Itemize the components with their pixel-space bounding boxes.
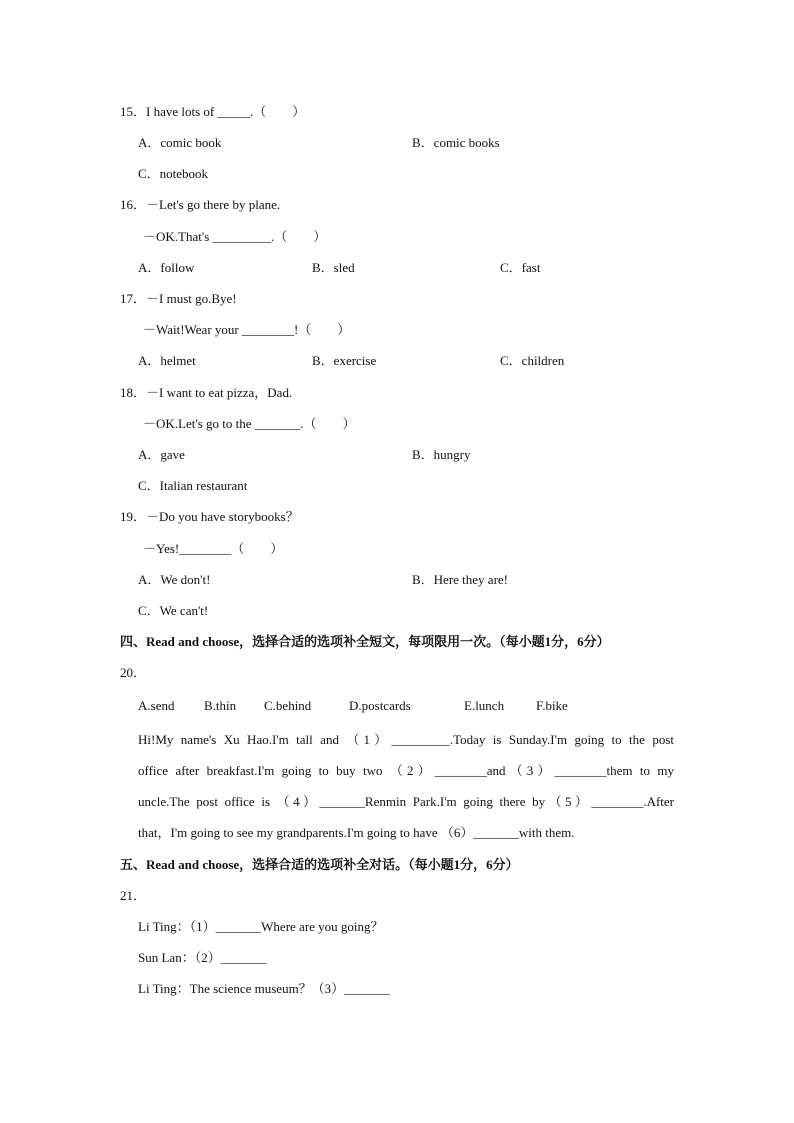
question-17-reply: －Wait!Wear your ________!（ ） <box>143 322 351 337</box>
dialogue-line: Li Ting：（1）_______Where are you going？ <box>138 919 384 934</box>
passage-line: office after breakfast.I'm going to buy two （2）________and（3）________them to my <box>138 763 674 778</box>
question-15-stem: 15．I have lots of _____.（ ） <box>120 104 306 119</box>
dialogue-line: Sun Lan：（2）_______ <box>138 950 267 965</box>
passage-line: uncle.The post office is （4）_______Renmin Park.I'm going there by（5）________.After <box>138 794 674 809</box>
question-19-stem: 19．－Do you have storybooks？ <box>120 509 299 524</box>
question-18-option-b[interactable]: B．hungry <box>412 447 471 462</box>
question-21-number: 21． <box>120 888 147 903</box>
question-19-reply: －Yes!________（ ） <box>143 541 284 556</box>
section-5-heading: 五、Read and choose，选择合适的选项补全对话。（每小题1分，6分） <box>120 857 519 872</box>
question-16-option-a[interactable]: A．follow <box>138 260 195 275</box>
passage-line: that，I'm going to see my grandparents.I'm going to have （6）_______with them. <box>138 825 575 840</box>
question-19-option-a[interactable]: A．We don't! <box>138 572 211 587</box>
word-bank-item: F.bike <box>536 698 568 713</box>
question-20-number: 20． <box>120 665 147 680</box>
word-bank-item: D.postcards <box>349 698 411 713</box>
question-18-option-a[interactable]: A．gave <box>138 447 185 462</box>
dialogue-line: Li Ting：The science museum？（3）_______ <box>138 981 390 996</box>
question-18-reply: －OK.Let's go to the _______.（ ） <box>143 416 356 431</box>
question-16-reply: －OK.That's _________.（ ） <box>143 229 327 244</box>
question-16-option-b[interactable]: B．sled <box>312 260 355 275</box>
word-bank-item: C.behind <box>264 698 312 713</box>
question-17-option-b[interactable]: B．exercise <box>312 353 377 368</box>
question-18-stem: 18．－I want to eat pizza，Dad. <box>120 385 293 400</box>
word-bank-item: A.send <box>138 698 175 713</box>
question-15-option-c[interactable]: C．notebook <box>138 166 209 181</box>
word-bank-item: B.thin <box>204 698 237 713</box>
section-4-heading: 四、Read and choose，选择合适的选项补全短文，每项限用一次。（每小题1分，6分） <box>120 634 610 649</box>
passage-line: Hi!My name's Xu Hao.I'm tall and （1）_________.Today is Sunday.I'm going to the post <box>138 732 674 747</box>
question-19-option-c[interactable]: C．We can't! <box>138 603 209 618</box>
question-17-stem: 17．－I must go.Bye! <box>120 291 237 306</box>
word-bank-item: E.lunch <box>464 698 505 713</box>
question-17-option-a[interactable]: A．helmet <box>138 353 196 368</box>
question-16-stem: 16．－Let's go there by plane. <box>120 197 281 212</box>
question-16-option-c[interactable]: C．fast <box>500 260 541 275</box>
question-18-option-c[interactable]: C．Italian restaurant <box>138 478 248 493</box>
question-17-option-c[interactable]: C．children <box>500 353 565 368</box>
question-15-option-b[interactable]: B．comic books <box>412 135 500 150</box>
question-19-option-b[interactable]: B．Here they are! <box>412 572 509 587</box>
question-15-option-a[interactable]: A．comic book <box>138 135 222 150</box>
